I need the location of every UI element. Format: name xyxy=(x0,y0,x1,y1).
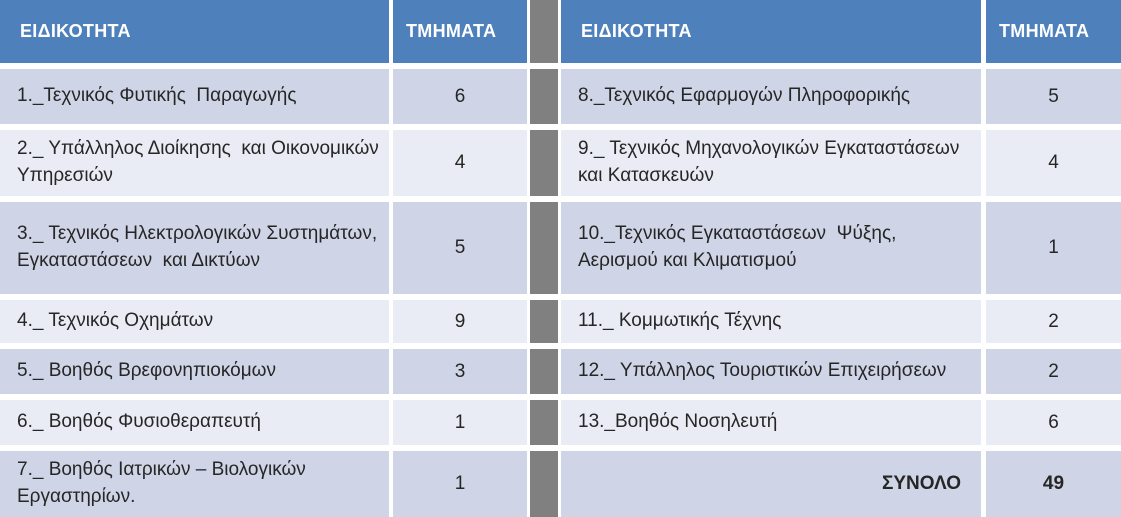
sections-count-cell: 1 xyxy=(986,202,1121,294)
specialty-cell: 10._Τεχνικός Εγκαταστάσεων Ψύξης, Αερισμού και Κλιματισμού xyxy=(561,202,981,294)
table-row xyxy=(561,349,1121,394)
sections-count-cell: 4 xyxy=(393,130,527,196)
divider-segment xyxy=(530,451,558,517)
column-header-specialty: ΕΙΔΙΚΟΤΗΤΑ xyxy=(0,0,389,63)
table-row xyxy=(561,400,1121,445)
specialty-cell: 5._ Βοηθός Βρεφονηπιοκόμων xyxy=(0,349,389,394)
table-row xyxy=(561,202,1121,294)
table-row xyxy=(0,202,527,294)
divider-segment xyxy=(530,400,558,445)
left-table xyxy=(0,0,527,517)
sections-count-cell: 2 xyxy=(986,349,1121,394)
divider-segment xyxy=(530,300,558,343)
table-row xyxy=(561,69,1121,124)
table-row xyxy=(0,349,527,394)
specialty-cell: 8._Τεχνικός Εφαρμογών Πληροφορικής xyxy=(561,69,981,124)
specialty-cell: 13._Βοηθός Νοσηλευτή xyxy=(561,400,981,445)
sections-count-cell: 3 xyxy=(393,349,527,394)
divider-segment xyxy=(530,69,558,124)
table-row xyxy=(0,130,527,196)
table-row xyxy=(0,451,527,517)
specialty-cell: 4._ Τεχνικός Οχημάτων xyxy=(0,300,389,343)
column-header-sections: ΤΜΗΜΑΤΑ xyxy=(986,0,1121,63)
table-row xyxy=(561,300,1121,343)
divider-segment xyxy=(530,0,558,63)
specialty-cell: 12._ Υπάλληλος Τουριστικών Επιχειρήσεων xyxy=(561,349,981,394)
sections-count-cell: 6 xyxy=(986,400,1121,445)
sections-count-cell: 5 xyxy=(393,202,527,294)
sections-count-cell: 4 xyxy=(986,130,1121,196)
table-row xyxy=(561,130,1121,196)
sections-count-cell: 5 xyxy=(986,69,1121,124)
specialty-cell: 6._ Βοηθός Φυσιοθεραπευτή xyxy=(0,400,389,445)
divider-segment xyxy=(530,130,558,196)
table-row xyxy=(0,69,527,124)
sections-count-cell: 9 xyxy=(393,300,527,343)
sections-count-cell: 6 xyxy=(393,69,527,124)
specialty-cell: 2._ Υπάλληλος Διοίκησης και Οικονομικών Υπηρεσιών xyxy=(0,130,389,196)
sections-count-cell: 1 xyxy=(393,400,527,445)
specialty-cell: 11._ Κομμωτικής Τέχνης xyxy=(561,300,981,343)
total-value-cell: 49 xyxy=(986,451,1121,517)
right-table xyxy=(561,0,1121,517)
specialty-cell: 9._ Τεχνικός Μηχανολογικών Εγκαταστάσεων και Κατασκευών xyxy=(561,130,981,196)
left-table-header xyxy=(0,0,527,63)
table-row xyxy=(0,300,527,343)
total-label-cell: ΣΥΝΟΛΟ xyxy=(561,451,981,517)
specialty-cell: 1._Τεχνικός Φυτικής Παραγωγής xyxy=(0,69,389,124)
specialty-cell: 3._ Τεχνικός Ηλεκτρολογικών Συστημάτων, Εγκαταστάσεων και Δικτύων xyxy=(0,202,389,294)
right-table-header xyxy=(561,0,1121,63)
divider-segment xyxy=(530,202,558,294)
column-header-sections: ΤΜΗΜΑΤΑ xyxy=(393,0,527,63)
table-row xyxy=(0,400,527,445)
divider-strip xyxy=(530,0,558,517)
specialty-cell: 7._ Βοηθός Ιατρικών – Βιολογικών Εργαστηρίων. xyxy=(0,451,389,517)
total-row xyxy=(561,451,1121,517)
divider-segment xyxy=(530,349,558,394)
sections-count-cell: 2 xyxy=(986,300,1121,343)
column-header-specialty: ΕΙΔΙΚΟΤΗΤΑ xyxy=(561,0,981,63)
sections-count-cell: 1 xyxy=(393,451,527,517)
